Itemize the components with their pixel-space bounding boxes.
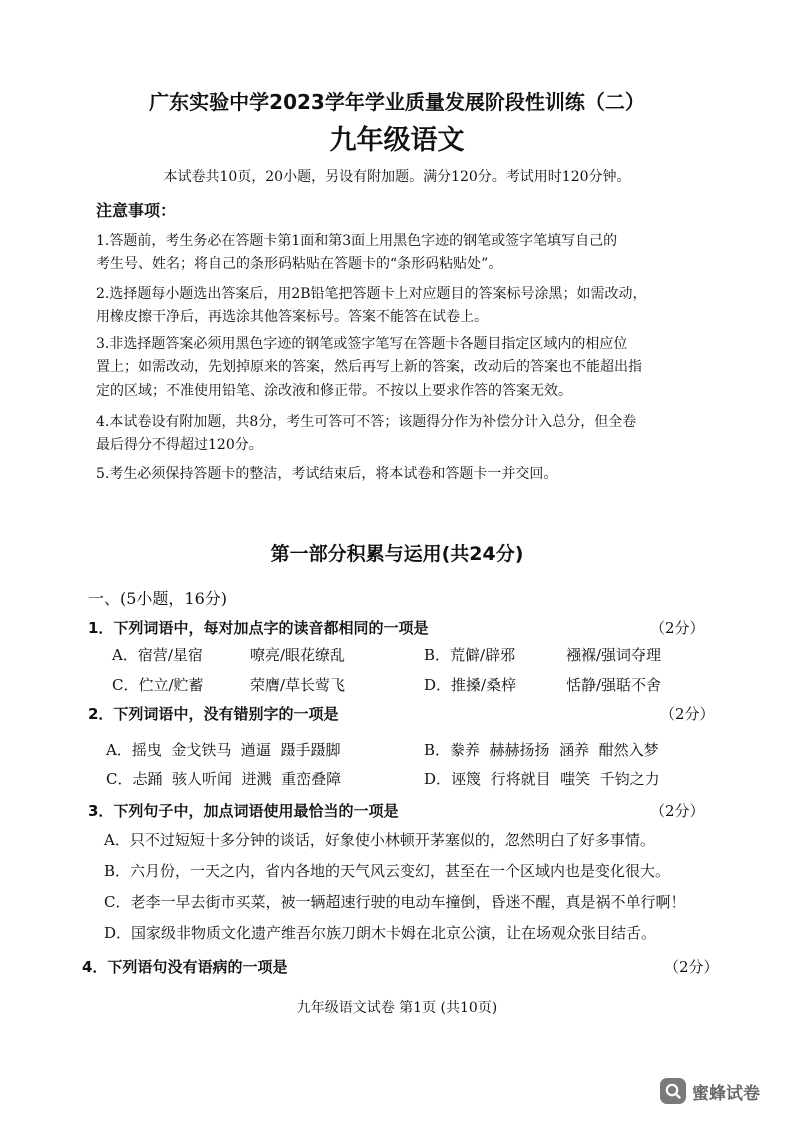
question-stem: 1．下列词语中，每对加点字的读音都相同的一项是 bbox=[88, 619, 429, 637]
option: D．推搡/桑梓 bbox=[424, 676, 517, 694]
notice-line: 5.考生必须保持答题卡的整洁，考试结束后，将本试卷和答题卡一并交回。 bbox=[96, 466, 558, 482]
watermark-text: 蜜蜂试卷 bbox=[692, 1083, 760, 1104]
option: D．诬篾 行将就目 嗤笑 千钧之力 bbox=[424, 770, 660, 788]
option: 荣膺/草长莺飞 bbox=[250, 676, 346, 694]
option: 襁褓/强词夺理 bbox=[566, 646, 662, 664]
notice-line: 最后得分不得超过120分。 bbox=[96, 437, 263, 453]
notice-line: 2.选择题每小题选出答案后，用2B铅笔把答题卡上对应题目的答案标号涂黑；如需改动， bbox=[96, 286, 647, 302]
option: B．豢养 赫赫扬扬 涵养 酣然入梦 bbox=[424, 741, 659, 759]
notice-heading: 注意事项： bbox=[96, 201, 177, 220]
notice-line: 考生号、姓名；将自己的条形码粘贴在答题卡的“条形码粘贴处”。 bbox=[96, 256, 503, 272]
exam-title: 广东实验中学2023学年学业质量发展阶段性训练（二） bbox=[149, 90, 645, 114]
question-score: （2分） bbox=[650, 802, 705, 820]
question-stem: 2．下列词语中，没有错别字的一项是 bbox=[88, 705, 339, 723]
exam-intro: 本试卷共10页，20小题，另设有附加题。满分120分。考试用时120分钟。 bbox=[163, 169, 631, 185]
watermark bbox=[660, 1078, 760, 1104]
option: A．宿营/星宿 bbox=[112, 646, 203, 664]
notice-line: 3.非选择题答案必须用黑色字迹的钢笔或签字笔写在答题卡各题目指定区域内的相应位 bbox=[96, 336, 628, 352]
notice-line: 定的区域；不准使用铅笔、涂改液和修正带。不按以上要求作答的答案无效。 bbox=[96, 383, 572, 399]
notice-line: 置上；如需改动，先划掉原来的答案，然后再写上新的答案，改动后的答案也不能超出指 bbox=[96, 359, 642, 375]
question-stem: 4．下列语句没有语病的一项是 bbox=[82, 958, 288, 976]
option: B．六月份，一天之内，省内各地的天气风云变幻，甚至在一个区域内也是变化很大。 bbox=[104, 862, 671, 880]
notice-line: 1.答题前，考生务必在答题卡第1面和第3面上用黑色字迹的钢笔或签字笔填写自己的 bbox=[96, 233, 618, 249]
notice-line: 用橡皮擦干净后，再选涂其他答案标号。答案不能答在试卷上。 bbox=[96, 309, 488, 325]
option: 恬静/强聒不舍 bbox=[566, 676, 662, 694]
section-title: 一、(5小题，16分) bbox=[88, 589, 228, 608]
question-score: （2分） bbox=[660, 705, 715, 723]
option: C．伫立/贮蓄 bbox=[112, 676, 204, 694]
search-logo-icon bbox=[660, 1078, 686, 1104]
option: A．只不过短短十多分钟的谈话，好象使小林顿开茅塞似的，忽然明白了好多事情。 bbox=[104, 831, 655, 849]
option: D．国家级非物质文化遗产维吾尔族刀朗木卡姆在北京公演，让在场观众张目结舌。 bbox=[104, 924, 657, 942]
page-footer: 九年级语文试卷 第1页 (共10页) bbox=[296, 1000, 498, 1016]
question-stem: 3．下列句子中，加点词语使用最恰当的一项是 bbox=[88, 802, 399, 820]
option: 嘹亮/眼花缭乱 bbox=[250, 646, 346, 664]
part-title: 第一部分积累与运用(共24分) bbox=[270, 543, 524, 565]
notice-line: 4.本试卷设有附加题，共8分，考生可答可不答；该题得分作为补偿分计入总分，但全卷 bbox=[96, 414, 637, 430]
question-score: （2分） bbox=[650, 619, 705, 637]
option: A．摇曳 金戈铁马 遒逼 蹑手蹑脚 bbox=[106, 741, 341, 759]
question-score: （2分） bbox=[664, 958, 719, 976]
subject-title: 九年级语文 bbox=[329, 125, 465, 156]
option: C．老李一早去街市买菜，被一辆超速行驶的电动车撞倒，昏迷不醒，真是祸不单行啊！ bbox=[104, 893, 686, 911]
option: B．荒僻/辟邪 bbox=[424, 646, 516, 664]
option: C．忐踊 骇人听闻 迸溅 重峦叠障 bbox=[106, 770, 342, 788]
